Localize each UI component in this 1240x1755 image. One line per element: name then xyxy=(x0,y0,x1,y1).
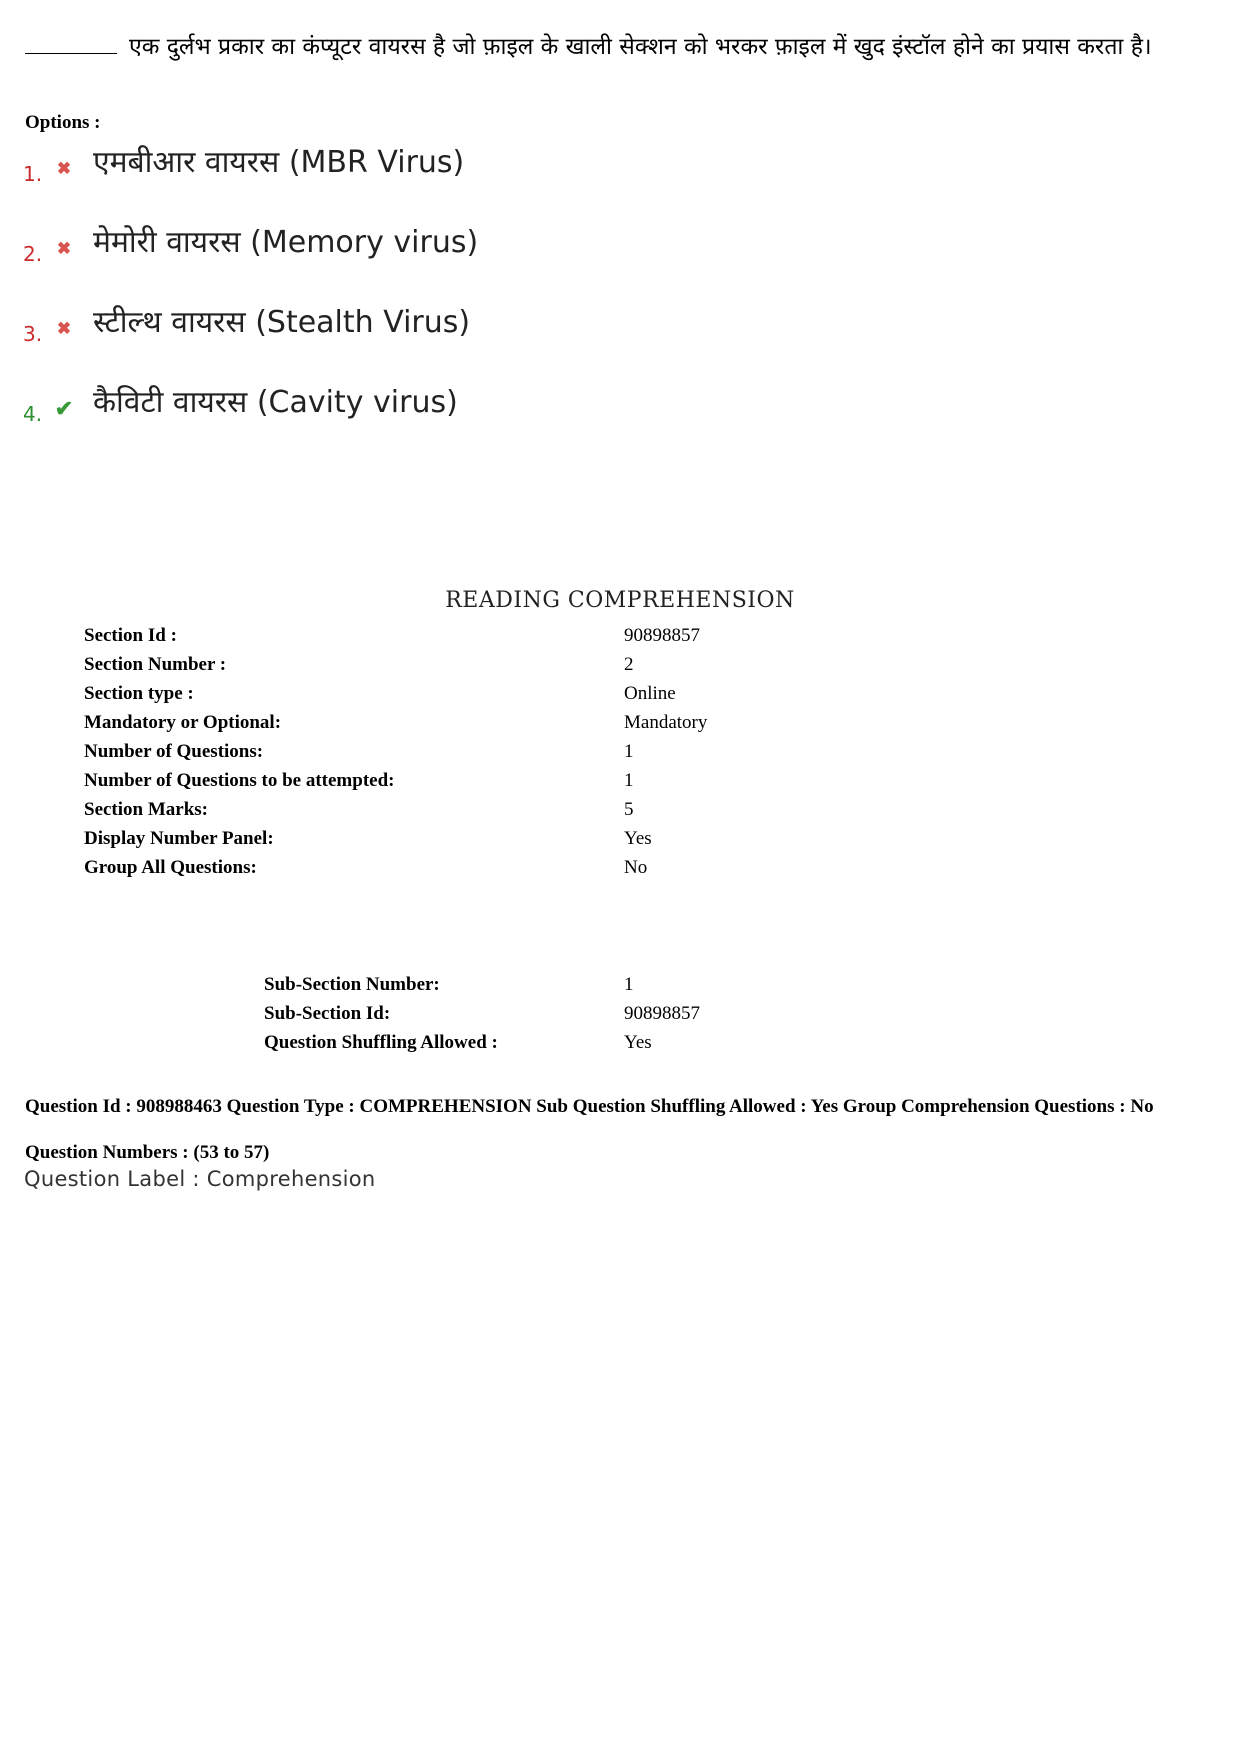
row-label: Section Id : xyxy=(84,625,177,646)
row-label: Number of Questions: xyxy=(84,741,264,762)
cross-icon: ✖ xyxy=(56,239,72,259)
question-body: एक दुर्लभ प्रकार का कंप्यूटर वायरस है जो फ़ाइल के खाली सेक्शन को भरकर फ़ाइल में खुद इंस्टॉल होने का प्रयास करता है। xyxy=(129,34,1152,60)
option-3 xyxy=(23,300,623,360)
row-value: 1 xyxy=(624,770,634,791)
row-label: Sub-Section Id: xyxy=(264,1003,391,1024)
row-label: Number of Questions to be attempted: xyxy=(84,770,395,791)
row-value: Mandatory xyxy=(624,712,708,733)
option-number: 3. xyxy=(23,322,43,346)
option-text: एमबीआर वायरस (MBR Virus) xyxy=(93,145,465,180)
question-text xyxy=(25,28,1220,66)
options-label: Options : xyxy=(25,112,101,133)
option-text: स्टील्थ वायरस (Stealth Virus) xyxy=(93,305,471,340)
row-value: 90898857 xyxy=(624,1003,700,1024)
option-1 xyxy=(23,140,623,200)
row-value: Yes xyxy=(624,828,652,849)
question-label: Question Label : Comprehension xyxy=(24,1167,376,1191)
check-icon: ✔ xyxy=(54,396,74,422)
row-label: Group All Questions: xyxy=(84,857,257,878)
question-meta: Question Id : 908988463 Question Type : COMPREHENSION Sub Question Shuffling Allowed : Yes Group Comprehension Questions : No xyxy=(25,1096,1154,1117)
row-label: Question Shuffling Allowed : xyxy=(264,1032,498,1053)
row-value: Online xyxy=(624,683,676,704)
row-value: 2 xyxy=(624,654,634,675)
cross-icon: ✖ xyxy=(56,319,72,339)
option-number: 4. xyxy=(23,402,43,426)
option-text: कैविटी वायरस (Cavity virus) xyxy=(93,385,458,420)
row-label: Display Number Panel: xyxy=(84,828,274,849)
answer-blank xyxy=(25,39,117,54)
row-value: 90898857 xyxy=(624,625,700,646)
row-value: Yes xyxy=(624,1032,652,1053)
row-label: Sub-Section Number: xyxy=(264,974,440,995)
row-value: No xyxy=(624,857,648,878)
option-text: मेमोरी वायरस (Memory virus) xyxy=(93,225,479,260)
option-number: 1. xyxy=(23,162,43,186)
row-value: 1 xyxy=(624,741,634,762)
question-numbers: Question Numbers : (53 to 57) xyxy=(25,1142,270,1163)
option-number: 2. xyxy=(23,242,43,266)
row-value: 5 xyxy=(624,799,634,820)
row-value: 1 xyxy=(624,974,634,995)
option-4 xyxy=(23,380,623,440)
row-label: Mandatory or Optional: xyxy=(84,712,282,733)
cross-icon: ✖ xyxy=(56,159,72,179)
section-heading: READING COMPREHENSION xyxy=(445,588,795,613)
row-label: Section Number : xyxy=(84,654,227,675)
row-label: Section type : xyxy=(84,683,194,704)
row-label: Section Marks: xyxy=(84,799,209,820)
option-2 xyxy=(23,220,623,280)
